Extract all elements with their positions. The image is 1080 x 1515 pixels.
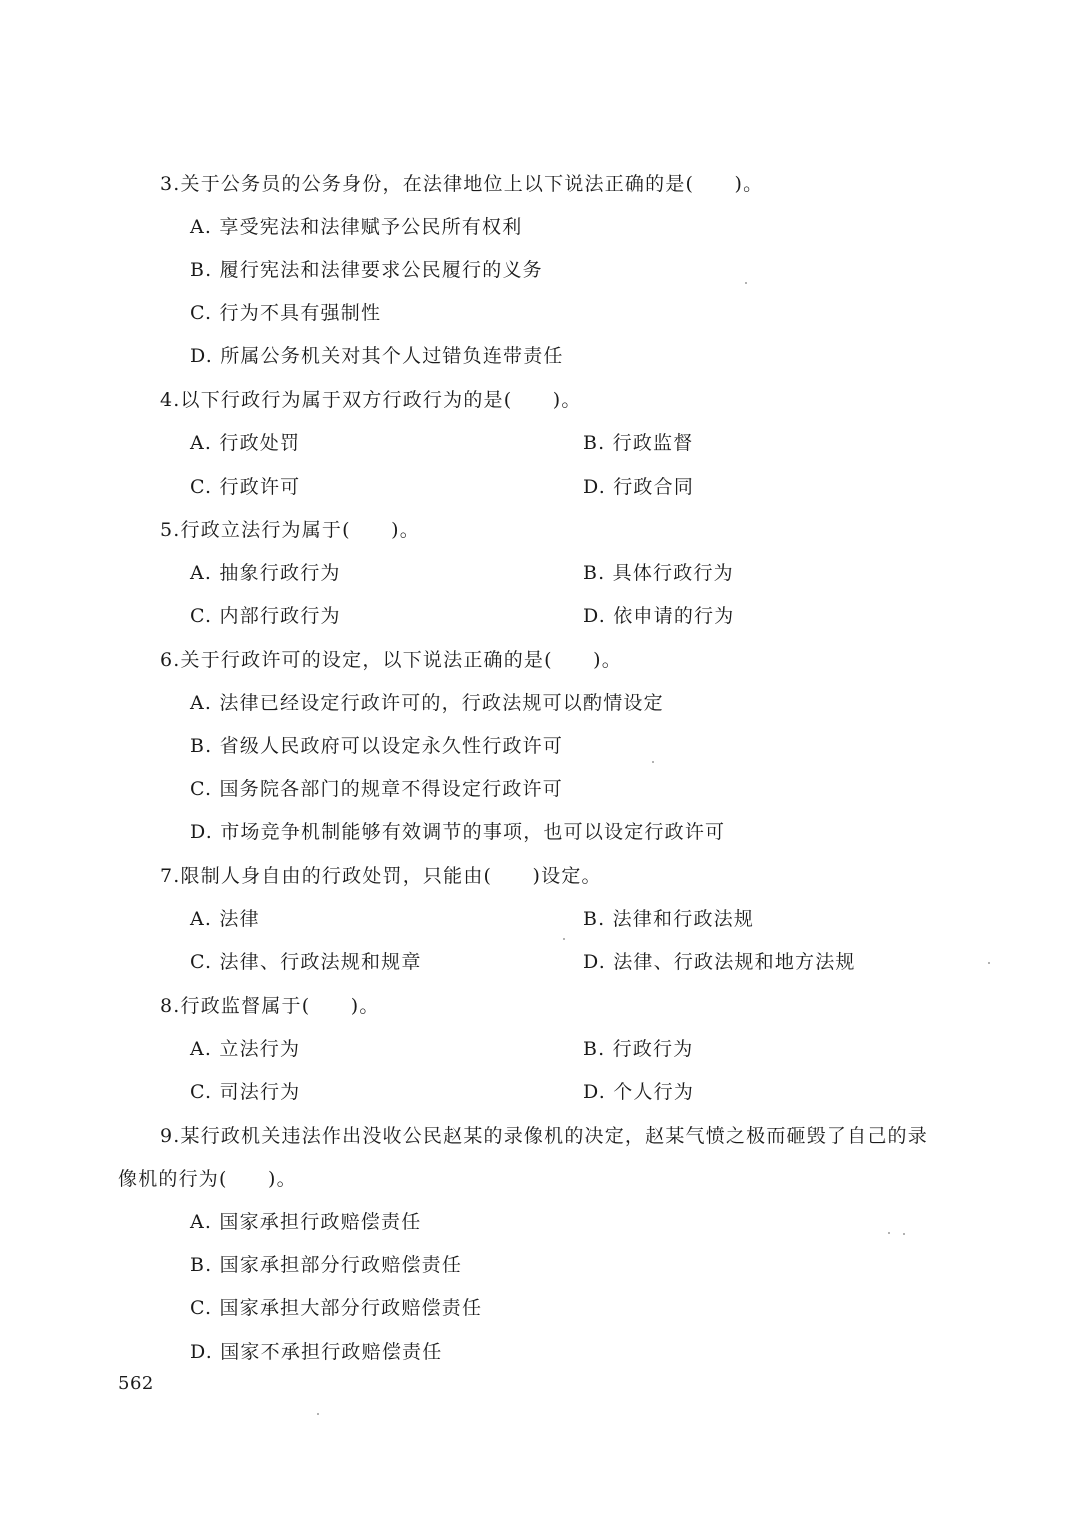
question-5-stem: 5.行政立法行为属于( )。	[160, 519, 420, 541]
question-4-option-d: D. 行政合同	[583, 476, 695, 498]
question-6-option-d: D. 市场竞争机制能够有效调节的事项，也可以设定行政许可	[190, 821, 726, 843]
question-3-option-a: A. 享受宪法和法律赋予公民所有权利	[190, 216, 523, 238]
question-5-option-b: B. 具体行政行为	[583, 562, 734, 584]
question-6-option-a: A. 法律已经设定行政许可的，行政法规可以酌情设定	[190, 692, 664, 714]
question-8-option-a: A. 立法行为	[190, 1038, 301, 1060]
question-4-stem: 4.以下行政行为属于双方行政行为的是( )。	[160, 389, 582, 411]
question-5-option-a: A. 抽象行政行为	[190, 562, 341, 584]
question-5-option-d: D. 依申请的行为	[583, 605, 735, 627]
question-9-option-b: B. 国家承担部分行政赔偿责任	[190, 1254, 463, 1276]
question-4-option-b: B. 行政监督	[583, 432, 694, 454]
question-3-stem: 3.关于公务员的公务身份，在法律地位上以下说法正确的是( )。	[160, 173, 764, 195]
question-9-stem: 9.某行政机关违法作出没收公民赵某的录像机的决定，赵某气愤之极而砸毁了自己的录	[160, 1125, 928, 1147]
question-9-option-a: A. 国家承担行政赔偿责任	[190, 1211, 422, 1233]
question-6-option-b: B. 省级人民政府可以设定永久性行政许可	[190, 735, 564, 757]
question-7-option-b: B. 法律和行政法规	[583, 908, 755, 930]
scan-speck	[988, 962, 990, 964]
scan-speck	[888, 1232, 890, 1234]
question-7-option-a: A. 法律	[190, 908, 260, 930]
question-3-option-d: D. 所属公务机关对其个人过错负连带责任	[190, 345, 564, 367]
question-3-option-c: C. 行为不具有强制性	[190, 302, 382, 324]
question-4-option-a: A. 行政处罚	[190, 432, 301, 454]
question-5-option-c: C. 内部行政行为	[190, 605, 341, 627]
question-7-option-d: D. 法律、行政法规和地方法规	[583, 951, 856, 973]
question-8-option-b: B. 行政行为	[583, 1038, 694, 1060]
page-number: 562	[118, 1373, 154, 1394]
scan-speck	[745, 282, 747, 284]
question-3-option-b: B. 履行宪法和法律要求公民履行的义务	[190, 259, 543, 281]
question-9-option-d: D. 国家不承担行政赔偿责任	[190, 1341, 443, 1363]
scan-speck	[563, 938, 565, 940]
question-6-stem: 6.关于行政许可的设定，以下说法正确的是( )。	[160, 649, 622, 671]
question-8-option-c: C. 司法行为	[190, 1081, 301, 1103]
question-4-option-c: C. 行政许可	[190, 476, 301, 498]
question-8-option-d: D. 个人行为	[583, 1081, 695, 1103]
question-9-option-c: C. 国家承担大部分行政赔偿责任	[190, 1297, 483, 1319]
scan-speck	[317, 1413, 319, 1415]
question-9-stem-continued: 像机的行为( )。	[118, 1168, 297, 1190]
scan-speck	[903, 1233, 905, 1235]
question-6-option-c: C. 国务院各部门的规章不得设定行政许可	[190, 778, 563, 800]
question-7-option-c: C. 法律、行政法规和规章	[190, 951, 422, 973]
scan-speck	[652, 761, 654, 763]
question-7-stem: 7.限制人身自由的行政处罚，只能由( )设定。	[160, 865, 602, 887]
question-8-stem: 8.行政监督属于( )。	[160, 995, 380, 1017]
